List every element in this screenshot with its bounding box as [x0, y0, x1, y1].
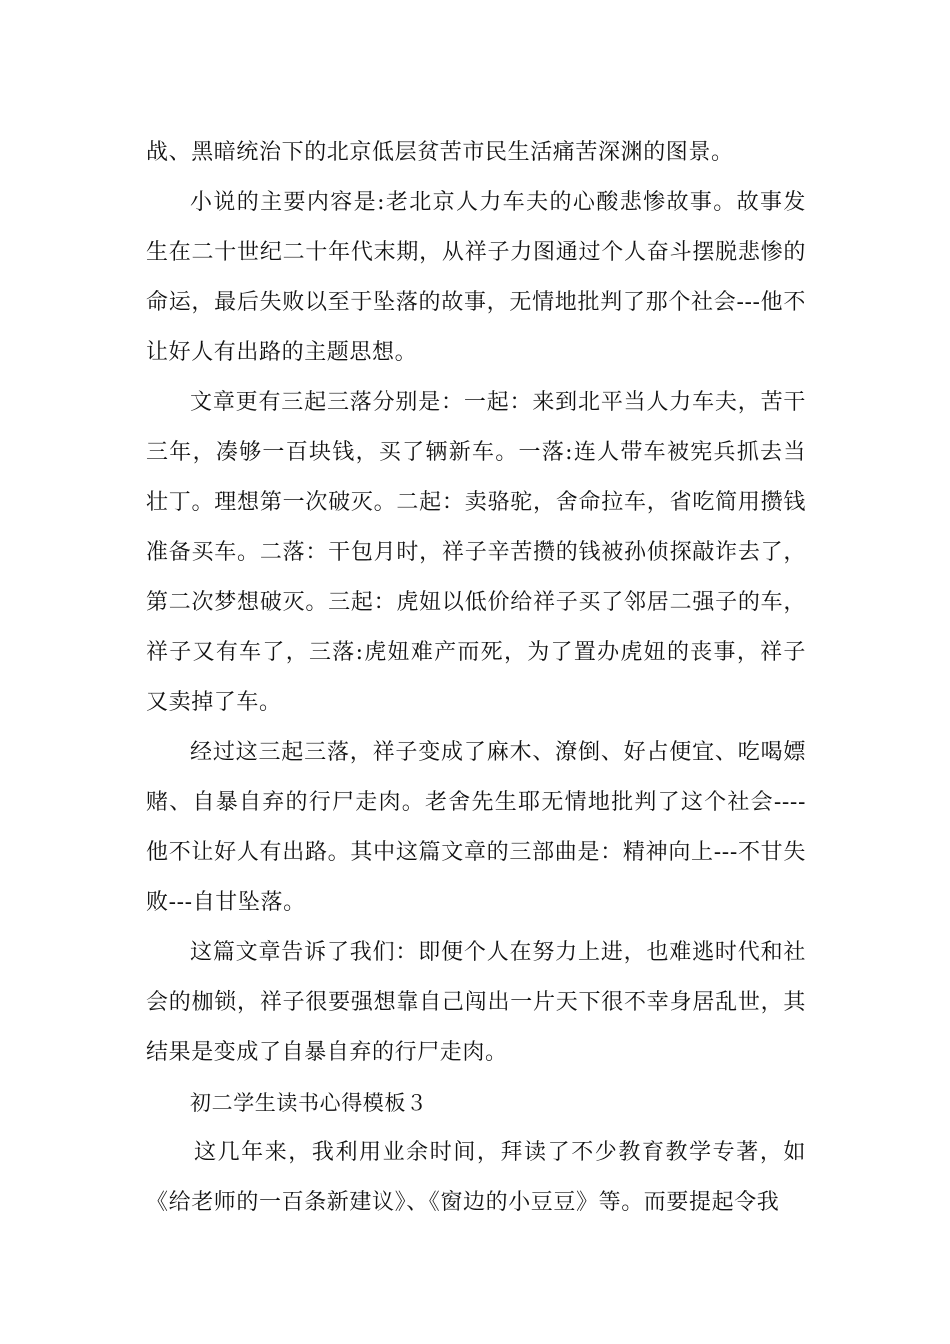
document-body — [146, 128, 806, 1228]
section-heading: 初二学生读书心得模板３ — [190, 1091, 428, 1115]
paragraph-three-rises-falls: 文章更有三起三落分别是：一起：来到北平当人力车夫，苦干三年，凑够一百块钱，买了辆新车。一落:连人带车被宪兵抓去当壮丁。理想第一次破灭。二起：卖骆驼，舍命拉车，省吃简用攒钱准备买车。二落：干包月时，祥子辛苦攒的钱被孙侦探敲诈去了，第二次梦想破灭。三起：虎妞以低价给祥子买了邻居二强子的车，祥子又有车了，三落:虎妞难产而死，为了置办虎妞的丧事，祥子又卖掉了车。 — [146, 390, 806, 715]
paragraph-main-content: 小说的主要内容是:老北京人力车夫的心酸悲惨故事。故事发生在二十世纪二十年代末期，从祥子力图通过个人奋斗摆脱悲惨的命运，最后失败以至于坠落的故事，无情地批判了那个社会---他不让好人有出路的主题思想。 — [146, 190, 806, 365]
paragraph-continuation: 战、黑暗统治下的北京低层贫苦市民生活痛苦深渊的图景。 — [146, 140, 734, 165]
paragraph-closing: 这几年来，我利用业余时间，拜读了不少教育教学专著，如《给老师的一百条新建议》、《窗边的小豆豆》等。而要提起令我 — [146, 1140, 806, 1215]
paragraph-lesson: 这篇文章告诉了我们：即便个人在努力上进，也难逃时代和社会的枷锁，祥子很要强想靠自己闯出一片天下很不幸身居乱世，其结果是变成了自暴自弃的行尸走肉。 — [146, 940, 806, 1065]
paragraph-numbness: 经过这三起三落，祥子变成了麻木、潦倒、好占便宜、吃喝嫖赌、自暴自弃的行尸走肉。老舍先生耶无情地批判了这个社会----他不让好人有出路。其中这篇文章的三部曲是：精神向上---不甘失败---自甘坠落。 — [146, 740, 806, 915]
